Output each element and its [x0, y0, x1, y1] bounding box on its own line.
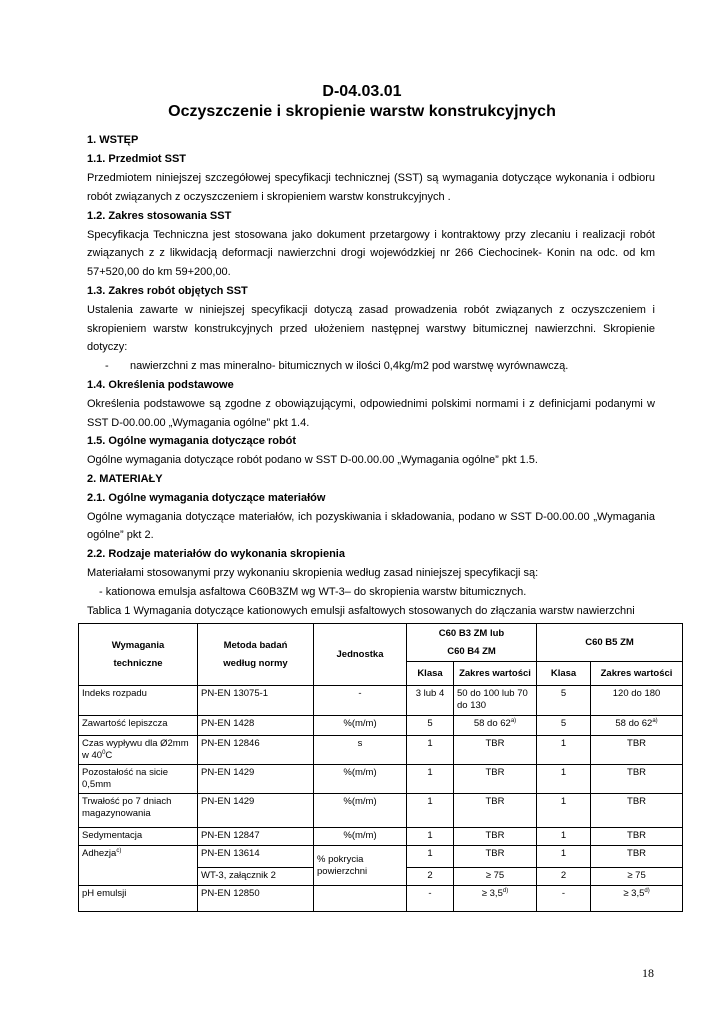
- cell-requirement: Indeks rozpadu: [79, 686, 198, 716]
- cell-requirement: Sedymentacja: [79, 828, 198, 846]
- paragraph-line: Określenia podstawowe są zgodne z obowiązującymi, odpowiednimi polskimi normami i z definicjami podanymi w: [87, 398, 655, 410]
- paragraph-line: SST D-00.00.00 „Wymagania ogólne” pkt 1.4.: [87, 417, 310, 429]
- cell-unit: %(m/m): [314, 716, 407, 736]
- cell-class: 2: [537, 868, 591, 886]
- paragraph-line: skropieniem warstw konstrukcyjnych przed ułożeniem następnej warstwy bitumicznej nawierzchni. Skropienie: [87, 323, 655, 335]
- cell-values: ≥ $3,5^{d)}$: [454, 886, 537, 912]
- cell-class: 1: [407, 736, 454, 765]
- header-class: Klasa: [407, 662, 454, 686]
- cell-values: TBR: [591, 794, 683, 828]
- cell-unit: %(m/m): [314, 765, 407, 794]
- table-row: [79, 686, 683, 716]
- cell-class: 1: [537, 736, 591, 765]
- cell-class: 1: [537, 828, 591, 846]
- cell-method: PN-EN 12846: [198, 736, 314, 765]
- cell-unit: [314, 886, 407, 912]
- table-row: [79, 716, 683, 736]
- section-2-2-heading: 2.2. Rodzaje materiałów do wykonania skropienia: [87, 548, 345, 560]
- section-1-heading: 1. WSTĘP: [87, 134, 139, 146]
- cell-unit: -: [314, 686, 407, 716]
- header-method: Metoda badań według normy: [198, 624, 314, 686]
- header-values: Zakres wartości: [591, 662, 683, 686]
- document-code: D-04.03.01: [322, 83, 402, 100]
- paragraph-line: 57+520,00 do km 59+200,00.: [87, 266, 231, 278]
- cell-values: 50 do 100 lub 70 do 130: [454, 686, 537, 716]
- cell-requirement: Trwałość po 7 dniach magazynowania: [79, 794, 198, 828]
- cell-requirement: Adhezja$^{c)}$: [79, 846, 198, 886]
- cell-method: PN-EN 1428: [198, 716, 314, 736]
- table-row: [79, 736, 683, 765]
- cell-class: 1: [407, 765, 454, 794]
- cell-unit: s: [314, 736, 407, 765]
- section-1-5-heading: 1.5. Ogólne wymagania dotyczące robót: [87, 435, 297, 447]
- table-row: [79, 828, 683, 846]
- cell-values: ≥ $3,5^{d)}$: [591, 886, 683, 912]
- cell-values: TBR: [591, 846, 683, 868]
- paragraph-line: Materiałami stosowanymi przy wykonaniu skropienia według zasad niniejszej specyfikacji są:: [87, 567, 539, 579]
- section-2-1-heading: 2.1. Ogólne wymagania dotyczące materiałów: [87, 492, 326, 504]
- cell-class: 5: [537, 716, 591, 736]
- paragraph-line: Ogólne wymagania dotyczące robót podano w SST D-00.00.00 „Wymagania ogólne” pkt 1.5.: [87, 454, 538, 466]
- cell-values: 58 do 62$^{a)}$: [591, 716, 683, 736]
- cell-values: TBR: [454, 828, 537, 846]
- table-row: [79, 794, 683, 828]
- bullet-dash: -: [105, 360, 109, 372]
- bullet-text: nawierzchni z mas mineralno- bitumicznych w ilości 0,4kg/m2 pod warstwę wyrównawczą.: [130, 360, 569, 372]
- paragraph-line: ogólne” pkt 2.: [87, 529, 154, 541]
- cell-class: 5: [407, 716, 454, 736]
- header-values: Zakres wartości: [454, 662, 537, 686]
- cell-method: PN-EN 1429: [198, 765, 314, 794]
- paragraph-line: - kationowa emulsja asfaltowa C60B3ZM wg WT-3– do skropienia warstw bitumicznych.: [99, 586, 527, 598]
- cell-method: PN-EN 1429: [198, 794, 314, 828]
- cell-values: TBR: [454, 794, 537, 828]
- cell-method: WT-3, załącznik 2: [198, 868, 314, 886]
- cell-values: ≥ 75: [454, 868, 537, 886]
- header-group-c60b5zm: C60 B5 ZM: [537, 624, 683, 662]
- cell-class: -: [407, 886, 454, 912]
- cell-method: PN-EN 13075-1: [198, 686, 314, 716]
- cell-values: TBR: [591, 765, 683, 794]
- cell-class: 2: [407, 868, 454, 886]
- cell-requirement: pH emulsji: [79, 886, 198, 912]
- header-class: Klasa: [537, 662, 591, 686]
- cell-class: 1: [407, 846, 454, 868]
- cell-requirement: Pozostałość na sicie 0,5mm: [79, 765, 198, 794]
- cell-values: TBR: [454, 765, 537, 794]
- cell-values: TBR: [591, 736, 683, 765]
- cell-values: 120 do 180: [591, 686, 683, 716]
- cell-class: 5: [537, 686, 591, 716]
- cell-requirement: Zawartość lepiszcza: [79, 716, 198, 736]
- table-row: [79, 846, 683, 868]
- header-group-c60b3zm: C60 B3 ZM lub C60 B4 ZM: [407, 624, 537, 662]
- page-number: 18: [642, 966, 654, 980]
- cell-class: -: [537, 886, 591, 912]
- cell-values: TBR: [454, 846, 537, 868]
- cell-values: ≥ 75: [591, 868, 683, 886]
- section-1-1-heading: 1.1. Przedmiot SST: [87, 153, 187, 165]
- cell-method: PN-EN 12847: [198, 828, 314, 846]
- cell-values: 58 do 62$^{a)}$: [454, 716, 537, 736]
- paragraph-line: robót związanych z oczyszczeniem i skropieniem warstw konstrukcyjnych .: [87, 191, 451, 203]
- cell-method: PN-EN 12850: [198, 886, 314, 912]
- paragraph-line: Specyfikacja Techniczna jest stosowana jako dokument przetargowy i kontraktowy przy zlecaniu i realizacji robót: [87, 229, 655, 241]
- cell-method: PN-EN 13614: [198, 846, 314, 868]
- cell-class: 1: [537, 846, 591, 868]
- section-1-4-heading: 1.4. Określenia podstawowe: [87, 379, 234, 391]
- paragraph-line: Ogólne wymagania dotyczące materiałów, ich pozyskiwania i składowania, podano w SST D-00.00.00 „Wymagania: [87, 511, 655, 523]
- document-title: Oczyszczenie i skropienie warstw konstrukcyjnych: [168, 103, 556, 120]
- header-unit: Jednostka: [314, 624, 407, 686]
- cell-unit: %(m/m): [314, 828, 407, 846]
- table-caption: Tablica 1 Wymagania dotyczące kationowych emulsji asfaltowych stosowanych do złączania warstw nawierzchni: [87, 605, 635, 617]
- cell-class: 1: [407, 828, 454, 846]
- table-row: [79, 886, 683, 912]
- paragraph-line: związanych z z likwidacją deformacji nawierzchni drogi wojewódzkiej nr 266 Ciechocinek- Konin na odc. od km: [87, 247, 655, 259]
- header-requirements: Wymagania techniczne: [79, 624, 198, 686]
- paragraph-line: Przedmiotem niniejszej szczegółowej specyfikacji technicznej (SST) są wymagania dotyczące wykonania i odbioru: [87, 172, 655, 184]
- section-2-heading: 2. MATERIAŁY: [87, 473, 163, 485]
- cell-class: 3 lub 4: [407, 686, 454, 716]
- cell-unit: %(m/m): [314, 794, 407, 828]
- cell-values: TBR: [591, 828, 683, 846]
- section-1-2-heading: 1.2. Zakres stosowania SST: [87, 210, 232, 222]
- cell-requirement: Czas wypływu dla Ø2mm w $40^0C$: [79, 736, 198, 765]
- cell-unit: % pokrycia powierzchni: [314, 846, 407, 886]
- requirements-table: [78, 623, 683, 912]
- cell-class: 1: [537, 765, 591, 794]
- paragraph-line: dotyczy:: [87, 341, 128, 353]
- cell-values: TBR: [454, 736, 537, 765]
- cell-class: 1: [407, 794, 454, 828]
- paragraph-line: Ustalenia zawarte w niniejszej specyfikacji dotyczą zasad prowadzenia robót związanych z oczyszczeniem i: [87, 304, 655, 316]
- cell-class: 1: [537, 794, 591, 828]
- section-1-3-heading: 1.3. Zakres robót objętych SST: [87, 285, 248, 297]
- table-row: [79, 765, 683, 794]
